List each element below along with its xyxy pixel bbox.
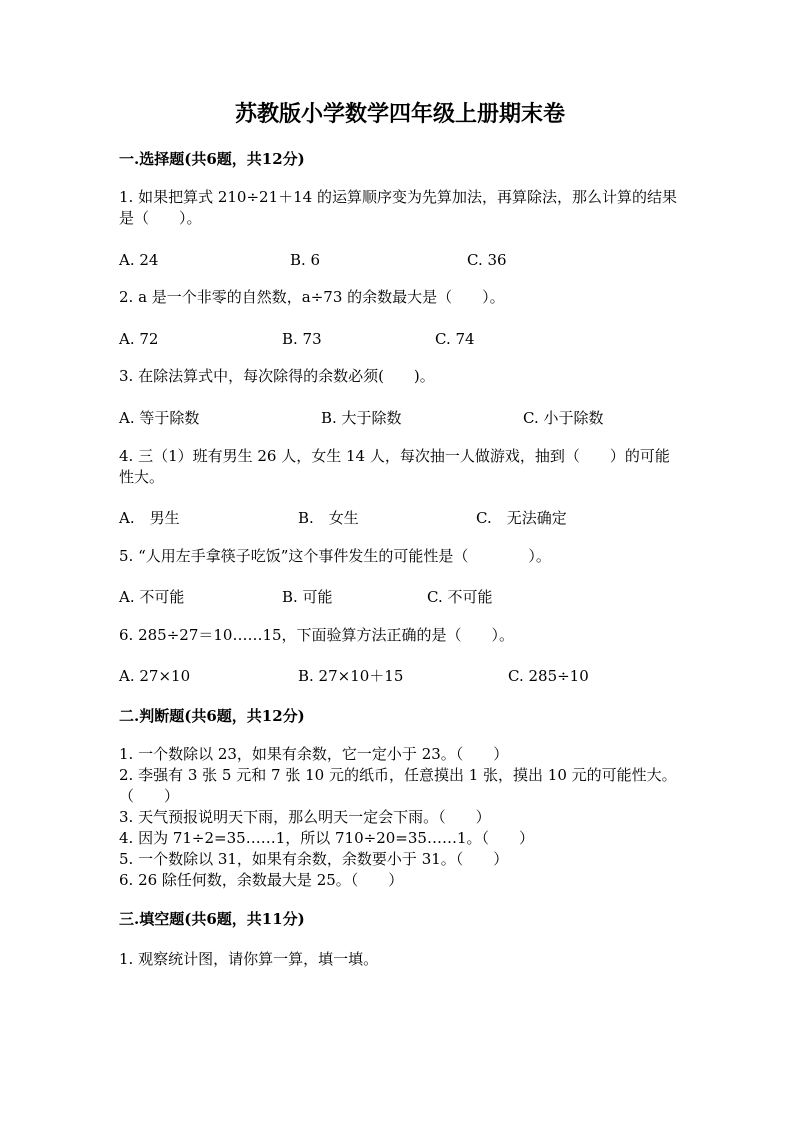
choice-3-option-a: A. 等于除数 [119,409,200,427]
page-title: 苏教版小学数学四年级上册期末卷 [234,101,565,127]
choice-2-option-c: C. 74 [435,330,475,348]
true-false-item-2: 2. 李强有 3 张 5 元和 7 张 10 元的纸币，任意摸出 1 张，摸出 10 元的可能性大。 （ ） [119,766,685,805]
choice-2-option-a: A. 72 [119,330,159,348]
choice-5-option-c: C. 不可能 [427,588,493,606]
choice-question-6: 6. 285÷27＝10……15，下面验算方法正确的是（ ）。 [119,626,515,644]
choice-1-option-c: C. 36 [467,251,507,269]
fill-blank-item-1: 1. 观察统计图，请你算一算，填一填。 [119,950,379,968]
choice-6-option-b: B. 27×10＋15 [298,667,404,685]
choice-5-option-a: A. 不可能 [119,588,185,606]
choice-question-3: 3. 在除法算式中，每次除得的余数必须( )。 [119,367,435,385]
choice-question-4: 4. 三（1）班有男生 26 人，女生 14 人，每次抽一人做游戏，抽到（ ）的可能性大。 [119,447,670,486]
choice-question-2: 2. a 是一个非零的自然数，a÷73 的余数最大是（ ）。 [119,288,505,306]
true-false-item-5: 5. 一个数除以 31，如果有余数，余数要小于 31。（ ） [119,850,509,868]
section-heading-true-false: 二.判断题(共6题，共12分) [119,707,305,725]
choice-6-option-c: C. 285÷10 [508,667,589,685]
choice-4-option-a: A. 男生 [119,509,180,527]
true-false-item-6: 6. 26 除任何数，余数最大是 25。（ ） [119,871,404,889]
choice-question-1: 1. 如果把算式 210÷21＋14 的运算顺序变为先算加法，再算除法，那么计算的结果是（ ）。 [119,188,677,227]
true-false-item-1: 1. 一个数除以 23，如果有余数，它一定小于 23。（ ） [119,745,509,763]
section-heading-fill-blank: 三.填空题(共6题，共11分) [119,910,305,928]
choice-4-option-c: C. 无法确定 [476,509,567,527]
choice-4-option-b: B. 女生 [298,509,359,527]
choice-3-option-b: B. 大于除数 [321,409,402,427]
choice-1-option-a: A. 24 [119,251,159,269]
section-heading-choice: 一.选择题(共6题，共12分) [119,150,305,168]
true-false-item-4: 4. 因为 71÷2=35……1，所以 710÷20=35……1。（ ） [119,829,534,847]
choice-2-option-b: B. 73 [282,330,322,348]
choice-1-option-b: B. 6 [290,251,321,269]
true-false-item-3: 3. 天气预报说明天下雨，那么明天一定会下雨。（ ） [119,808,491,826]
choice-3-option-c: C. 小于除数 [523,409,604,427]
choice-6-option-a: A. 27×10 [119,667,191,685]
choice-question-5: 5. “人用左手拿筷子吃饭”这个事件发生的可能性是（ ）。 [119,547,551,565]
choice-5-option-b: B. 可能 [282,588,333,606]
